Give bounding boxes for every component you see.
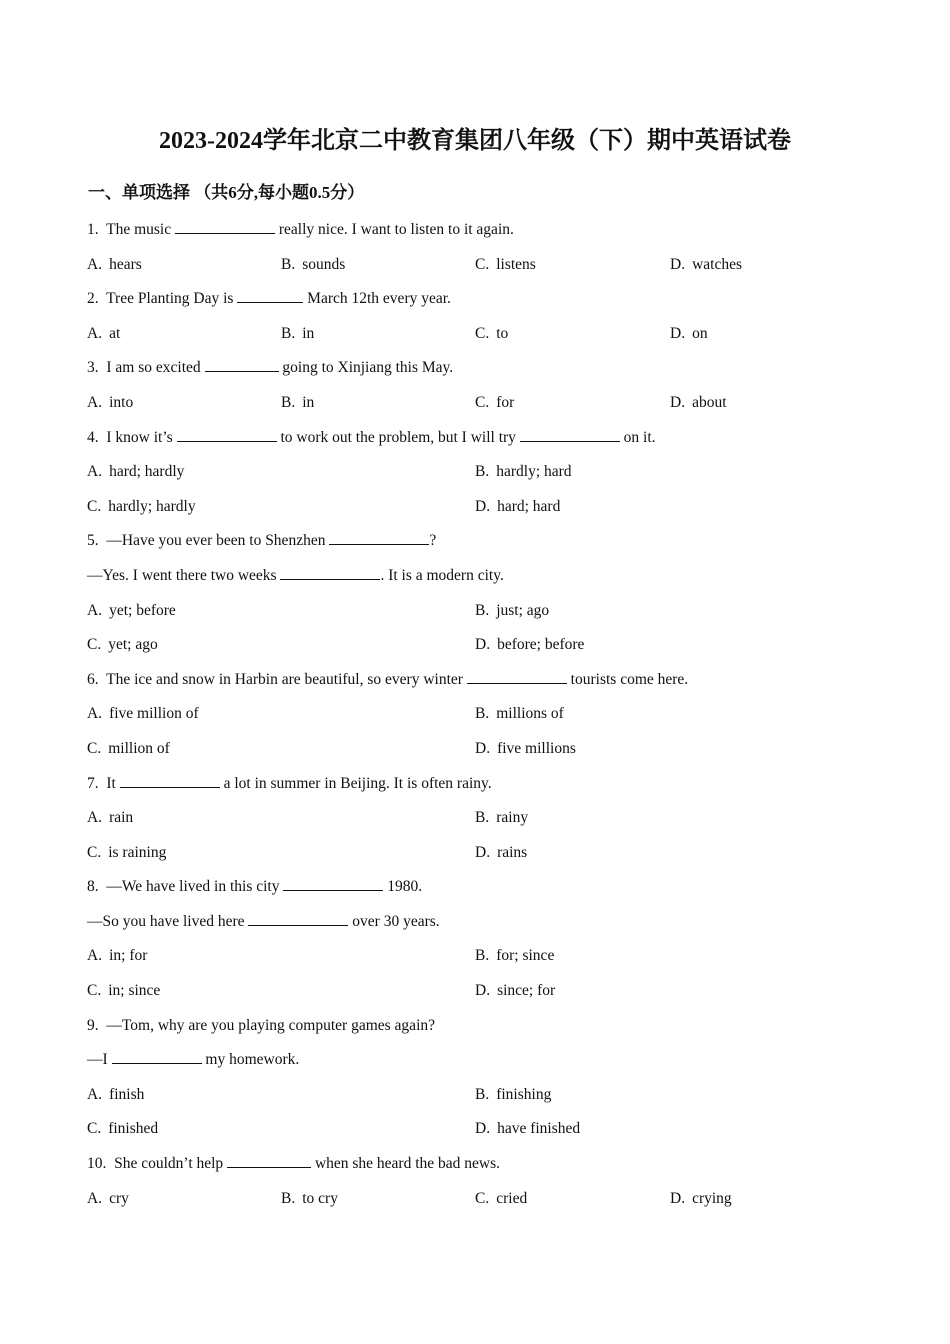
option-d[interactable]: D. have finished: [475, 1120, 581, 1138]
option-a[interactable]: A. in; for: [87, 947, 148, 965]
option-c[interactable]: C. yet; ago: [87, 636, 158, 654]
question-stem: 5. —Have you ever been to Shenzhen ?: [87, 532, 437, 550]
option-c[interactable]: C. to: [475, 324, 509, 342]
question-stem: 1. The music really nice. I want to listen to it again.: [87, 221, 514, 238]
question-dialogue-line: —So you have lived here over 30 years.: [87, 912, 440, 930]
exam-title: 2023-2024学年北京二中教育集团八年级（下）期中英语试卷: [159, 128, 791, 154]
answer-blank: [177, 427, 277, 442]
options-row: [87, 804, 867, 839]
answer-blank: [329, 530, 429, 545]
option-a[interactable]: A. at: [87, 324, 121, 342]
option-d[interactable]: D. five millions: [475, 739, 576, 757]
question-stem: 9. —Tom, why are you playing computer games again?: [87, 1016, 436, 1034]
answer-blank: [520, 427, 620, 442]
option-c[interactable]: C. is raining: [87, 843, 167, 861]
question-stem: 7. It a lot in summer in Beijing. It is often rainy.: [87, 774, 492, 792]
answer-blank: [112, 1049, 202, 1064]
option-c[interactable]: C. for: [475, 393, 515, 411]
answer-blank: [227, 1153, 311, 1168]
question-stem: 10. She couldn’t help when she heard the bad news.: [87, 1155, 501, 1173]
options-row: [87, 493, 867, 528]
option-c[interactable]: C. hardly; hardly: [87, 497, 196, 515]
option-b[interactable]: B. in: [281, 393, 315, 411]
option-d[interactable]: D. crying: [670, 1189, 732, 1207]
answer-blank: [283, 876, 383, 891]
answer-blank: [175, 219, 275, 234]
option-a[interactable]: A. into: [87, 393, 134, 411]
options-row: [87, 1081, 867, 1116]
option-b[interactable]: B. finishing: [475, 1085, 552, 1103]
question-stem: 3. I am so excited going to Xinjiang this May.: [87, 359, 454, 377]
option-d[interactable]: D. since; for: [475, 982, 556, 1000]
options-row: [87, 597, 867, 632]
option-a[interactable]: A. cry: [87, 1189, 129, 1207]
option-b[interactable]: B. millions of: [475, 705, 564, 723]
option-b[interactable]: B. for; since: [475, 947, 555, 965]
option-d[interactable]: D. hard; hard: [475, 497, 561, 515]
options-row: [87, 251, 867, 286]
options-row: [87, 977, 867, 1012]
option-c[interactable]: C. cried: [475, 1189, 528, 1207]
option-a[interactable]: A. hard; hardly: [87, 463, 185, 481]
option-b[interactable]: B. hardly; hard: [475, 463, 572, 481]
option-d[interactable]: D. watches: [670, 255, 742, 273]
option-a[interactable]: A. five million of: [87, 705, 199, 723]
option-b[interactable]: B. rainy: [475, 809, 529, 827]
option-a[interactable]: A. hears: [87, 255, 142, 273]
answer-blank: [280, 565, 380, 580]
option-d[interactable]: D. rains: [475, 843, 528, 861]
option-c[interactable]: C. listens: [475, 255, 536, 273]
question-stem: 6. The ice and snow in Harbin are beautiful, so every winter tourists come here.: [87, 670, 689, 688]
option-d[interactable]: D. about: [670, 393, 727, 411]
question-stem: 2. Tree Planting Day is March 12th every year.: [87, 290, 451, 308]
question-dialogue-line: —I my homework.: [87, 1051, 300, 1069]
options-row: [87, 1185, 867, 1220]
option-a[interactable]: A. finish: [87, 1085, 145, 1103]
option-b[interactable]: B. in: [281, 324, 315, 342]
option-a[interactable]: A. rain: [87, 809, 134, 827]
options-row: [87, 389, 867, 424]
question-list: [87, 216, 867, 1219]
options-row: [87, 631, 867, 666]
section-heading: 一、单项选择 （共6分,每小题0.5分）: [88, 183, 365, 202]
options-row: [87, 839, 867, 874]
answer-blank: [120, 773, 220, 788]
answer-blank: [205, 357, 279, 372]
option-a[interactable]: A. yet; before: [87, 601, 176, 619]
option-d[interactable]: D. before; before: [475, 636, 585, 654]
option-d[interactable]: D. on: [670, 324, 708, 342]
option-b[interactable]: B. to cry: [281, 1189, 338, 1207]
option-b[interactable]: B. sounds: [281, 255, 346, 273]
question-stem: 4. I know it’s to work out the problem, but I will try on it.: [87, 428, 656, 446]
answer-blank: [237, 288, 303, 303]
question-dialogue-line: —Yes. I went there two weeks . It is a modern city.: [87, 566, 504, 584]
question-stem: 8. —We have lived in this city 1980.: [87, 878, 423, 896]
options-row: [87, 735, 867, 770]
option-c[interactable]: C. in; since: [87, 982, 161, 1000]
options-row: [87, 320, 867, 355]
option-b[interactable]: B. just; ago: [475, 601, 550, 619]
options-row: [87, 942, 867, 977]
option-c[interactable]: C. million of: [87, 739, 170, 757]
options-row: [87, 1115, 867, 1150]
option-c[interactable]: C. finished: [87, 1120, 159, 1138]
options-row: [87, 458, 867, 493]
answer-blank: [467, 669, 567, 684]
answer-blank: [248, 911, 348, 926]
options-row: [87, 700, 867, 735]
